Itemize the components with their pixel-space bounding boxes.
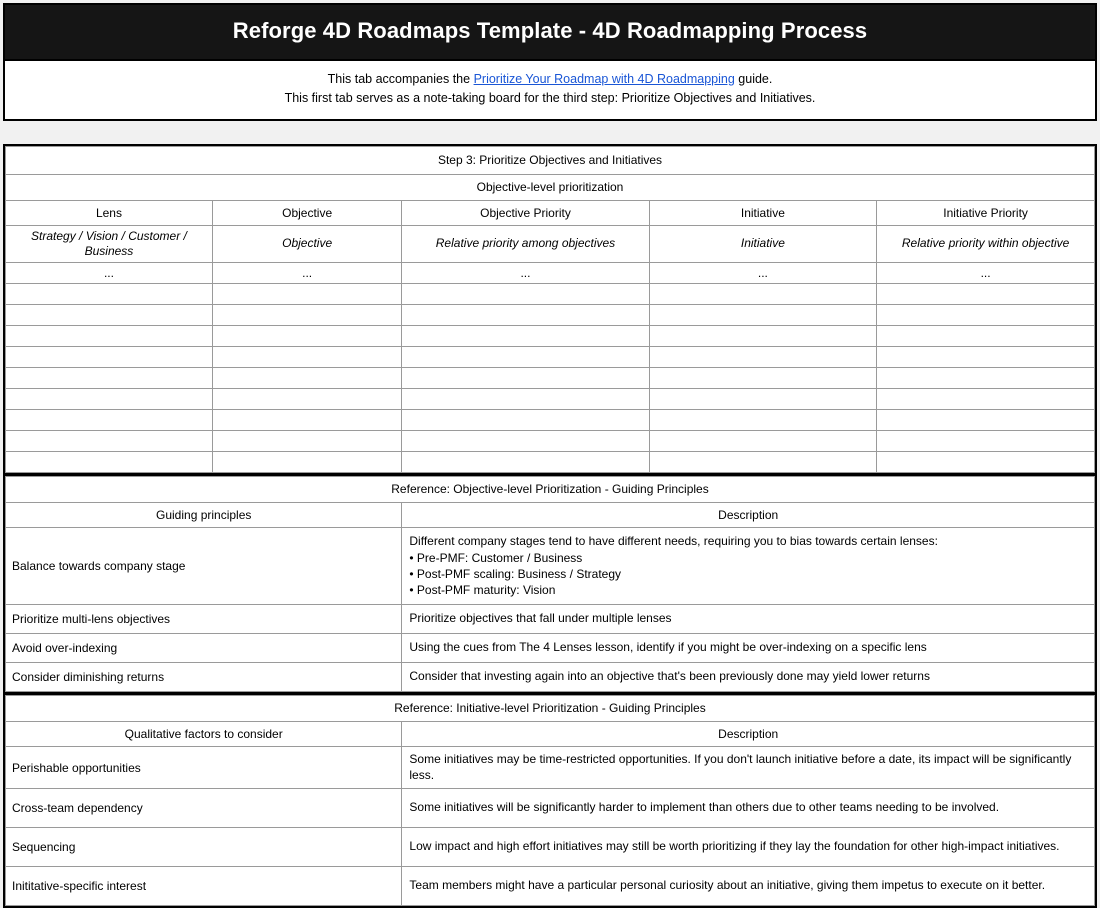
worksheet-empty-cell[interactable]	[649, 430, 877, 451]
worksheet-empty-cell[interactable]	[6, 367, 213, 388]
worksheet-empty-cell[interactable]	[877, 325, 1095, 346]
table-row	[6, 746, 1095, 789]
subtitle-line-1	[11, 70, 1089, 89]
worksheet-empty-cell[interactable]	[402, 367, 649, 388]
worksheet-ellipsis-row[interactable]	[6, 262, 1095, 283]
worksheet-empty-cell[interactable]	[402, 283, 649, 304]
page-title: Reforge 4D Roadmaps Template - 4D Roadmapping Process	[5, 5, 1095, 61]
worksheet-empty-row[interactable]	[6, 346, 1095, 367]
worksheet-empty-cell[interactable]	[649, 304, 877, 325]
worksheet-empty-row[interactable]	[6, 283, 1095, 304]
reference-initiative-column-headers	[6, 721, 1095, 746]
worksheet-empty-cell[interactable]	[877, 304, 1095, 325]
table-row	[6, 789, 1095, 828]
worksheet-empty-cell[interactable]	[402, 451, 649, 472]
factor-initiative-specific-interest: Inititative-specific interest	[6, 867, 402, 906]
reference-initiative-table	[5, 695, 1095, 907]
description-multi-lens-objectives: Prioritize objectives that fall under multiple lenses	[402, 604, 1095, 633]
column-header-guiding-principles: Guiding principles	[6, 502, 402, 527]
table-row	[6, 828, 1095, 867]
worksheet-grid	[5, 146, 1095, 473]
worksheet-empty-row[interactable]	[6, 451, 1095, 472]
hint-objective: Objective	[212, 225, 401, 262]
worksheet-empty-cell[interactable]	[649, 346, 877, 367]
worksheet-empty-cell[interactable]	[649, 325, 877, 346]
worksheet-empty-cell[interactable]	[877, 367, 1095, 388]
ellipsis-initiative-priority[interactable]: ...	[877, 262, 1095, 283]
worksheet-empty-cell[interactable]	[402, 409, 649, 430]
reference-initiative-banner	[6, 695, 1095, 721]
worksheet-empty-cell[interactable]	[212, 388, 401, 409]
worksheet-empty-cell[interactable]	[6, 346, 213, 367]
description-perishable-opportunities: Some initiatives may be time-restricted opportunities. If you don't launch initiative before a date, its impact will be significantly less.	[402, 746, 1095, 789]
description-balance-company-stage	[402, 527, 1095, 604]
factor-perishable-opportunities: Perishable opportunities	[6, 746, 402, 789]
worksheet-empty-cell[interactable]	[212, 325, 401, 346]
hint-lens: Strategy / Vision / Customer / Business	[6, 225, 213, 262]
description-bullet-item: • Post-PMF scaling: Business / Strategy	[409, 566, 622, 581]
description-bullet-item: • Pre-PMF: Customer / Business	[409, 550, 583, 565]
table-row	[6, 867, 1095, 906]
worksheet-empty-row[interactable]	[6, 409, 1095, 430]
reference-objective-title: Reference: Objective-level Prioritization - Guiding Principles	[6, 476, 1095, 502]
worksheet-empty-cell[interactable]	[6, 325, 213, 346]
ellipsis-objective-priority[interactable]: ...	[402, 262, 649, 283]
column-header-initiative: Initiative	[649, 200, 877, 225]
table-row	[6, 633, 1095, 662]
worksheet-empty-cell[interactable]	[877, 451, 1095, 472]
worksheet-empty-row[interactable]	[6, 388, 1095, 409]
table-row	[6, 527, 1095, 604]
principle-balance-company-stage: Balance towards company stage	[6, 527, 402, 604]
worksheet-empty-cell[interactable]	[6, 283, 213, 304]
description-sequencing: Low impact and high effort initiatives may still be worth prioritizing if they lay the foundation for other high-impact initiatives.	[402, 828, 1095, 867]
worksheet-empty-cell[interactable]	[402, 346, 649, 367]
worksheet-blank-rows	[6, 283, 1095, 472]
worksheet-empty-cell[interactable]	[212, 451, 401, 472]
ellipsis-initiative[interactable]: ...	[649, 262, 877, 283]
worksheet-empty-cell[interactable]	[877, 409, 1095, 430]
header-banner	[3, 3, 1097, 121]
worksheet-empty-cell[interactable]	[212, 367, 401, 388]
table-row	[6, 662, 1095, 691]
worksheet-empty-cell[interactable]	[6, 388, 213, 409]
worksheet-hint-row	[6, 225, 1095, 262]
subtitle-suffix-text: guide.	[734, 72, 773, 86]
worksheet-empty-cell[interactable]	[649, 367, 877, 388]
hint-objective-priority: Relative priority among objectives	[402, 225, 649, 262]
description-initiative-specific-interest: Team members might have a particular personal curiosity about an initiative, giving them impetus to execute on it better.	[402, 867, 1095, 906]
hint-initiative: Initiative	[649, 225, 877, 262]
principle-diminishing-returns: Consider diminishing returns	[6, 662, 402, 691]
description-lead-text: Different company stages tend to have different needs, requiring you to bias towards certain lenses:	[409, 533, 938, 548]
reference-objective-table	[5, 476, 1095, 692]
banner-sheet-gap	[0, 121, 1100, 144]
description-avoid-over-indexing: Using the cues from The 4 Lenses lesson, identify if you might be over-indexing on a specific lens	[402, 633, 1095, 662]
worksheet-empty-cell[interactable]	[6, 409, 213, 430]
principle-avoid-over-indexing: Avoid over-indexing	[6, 633, 402, 662]
worksheet-empty-cell[interactable]	[649, 388, 877, 409]
subtitle-prefix-text: This tab accompanies the	[327, 72, 474, 86]
worksheet-empty-cell[interactable]	[402, 325, 649, 346]
worksheet-empty-cell[interactable]	[877, 430, 1095, 451]
principle-multi-lens-objectives: Prioritize multi-lens objectives	[6, 604, 402, 633]
hint-initiative-priority: Relative priority within objective	[877, 225, 1095, 262]
column-header-description: Description	[402, 502, 1095, 527]
description-bullet-item: • Post-PMF maturity: Vision	[409, 582, 556, 597]
worksheet-empty-cell[interactable]	[6, 430, 213, 451]
header-subtitle	[5, 61, 1095, 119]
description-cross-team-dependency: Some initiatives will be significantly harder to implement than others due to other teams needing to be involved.	[402, 789, 1095, 828]
column-header-objective: Objective	[212, 200, 401, 225]
worksheet	[3, 144, 1097, 908]
worksheet-empty-cell[interactable]	[649, 409, 877, 430]
subtitle-line-2: This first tab serves as a note-taking board for the third step: Prioritize Objectives and Initiatives.	[284, 91, 816, 106]
worksheet-empty-cell[interactable]	[402, 388, 649, 409]
column-header-lens: Lens	[6, 200, 213, 225]
ellipsis-objective[interactable]: ...	[212, 262, 401, 283]
ellipsis-lens[interactable]: ...	[6, 262, 213, 283]
worksheet-empty-row[interactable]	[6, 325, 1095, 346]
reference-initiative-title: Reference: Initiative-level Prioritization - Guiding Principles	[6, 695, 1095, 721]
step3-section-banner	[6, 146, 1095, 174]
roadmapping-guide-link[interactable]: Prioritize Your Roadmap with 4D Roadmapping	[473, 72, 735, 86]
objective-level-title: Objective-level prioritization	[6, 174, 1095, 200]
description-bullet-list	[409, 551, 1087, 599]
worksheet-empty-cell[interactable]	[402, 430, 649, 451]
column-header-qualitative-factors: Qualitative factors to consider	[6, 721, 402, 746]
worksheet-empty-cell[interactable]	[212, 409, 401, 430]
worksheet-empty-cell[interactable]	[877, 283, 1095, 304]
column-header-description-2: Description	[402, 721, 1095, 746]
worksheet-empty-row[interactable]	[6, 367, 1095, 388]
reference-objective-banner	[6, 476, 1095, 502]
step3-section-title: Step 3: Prioritize Objectives and Initiatives	[6, 146, 1095, 174]
column-header-initiative-priority: Initiative Priority	[877, 200, 1095, 225]
factor-sequencing: Sequencing	[6, 828, 402, 867]
worksheet-empty-cell[interactable]	[649, 451, 877, 472]
reference-objective-column-headers	[6, 502, 1095, 527]
worksheet-column-headers	[6, 200, 1095, 225]
table-row	[6, 604, 1095, 633]
worksheet-empty-cell[interactable]	[212, 283, 401, 304]
worksheet-empty-cell[interactable]	[6, 304, 213, 325]
worksheet-empty-row[interactable]	[6, 304, 1095, 325]
worksheet-empty-cell[interactable]	[649, 283, 877, 304]
worksheet-empty-cell[interactable]	[877, 346, 1095, 367]
worksheet-empty-cell[interactable]	[212, 430, 401, 451]
description-diminishing-returns: Consider that investing again into an objective that's been previously done may yield lower returns	[402, 662, 1095, 691]
worksheet-empty-cell[interactable]	[877, 388, 1095, 409]
worksheet-empty-cell[interactable]	[212, 346, 401, 367]
worksheet-empty-cell[interactable]	[212, 304, 401, 325]
worksheet-empty-cell[interactable]	[402, 304, 649, 325]
factor-cross-team-dependency: Cross-team dependency	[6, 789, 402, 828]
worksheet-empty-cell[interactable]	[6, 451, 213, 472]
worksheet-empty-row[interactable]	[6, 430, 1095, 451]
objective-level-banner	[6, 174, 1095, 200]
column-header-objective-priority: Objective Priority	[402, 200, 649, 225]
